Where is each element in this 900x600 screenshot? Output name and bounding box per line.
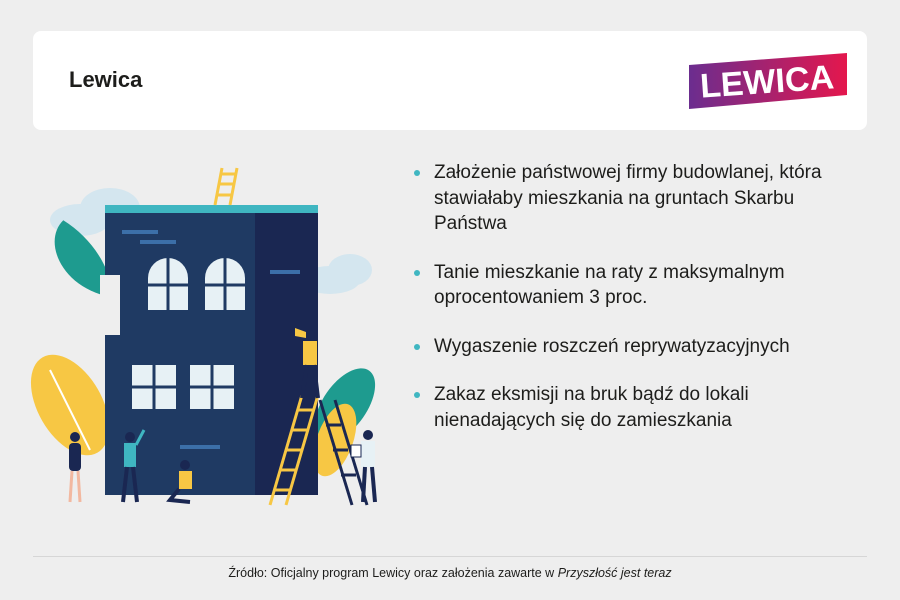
list-item-text: Założenie państwowej firmy budowlanej, która stawiałaby mieszkania na gruntach Skarbu Państwa: [434, 162, 822, 234]
list-item: [412, 382, 872, 433]
bullet-dot-icon: [414, 170, 420, 176]
source-label: Źródło:: [228, 566, 268, 580]
list-item: [412, 334, 872, 360]
bullet-dot-icon: [414, 392, 420, 398]
list-item: [412, 160, 872, 237]
list-item: [412, 260, 872, 311]
header-card: [33, 31, 867, 130]
source-note: [0, 566, 900, 580]
lewica-logo: [687, 51, 849, 109]
source-text: Oficjalny program Lewicy oraz założenia zawarte w: [270, 566, 555, 580]
building-illustration: [30, 160, 390, 520]
logo-text: LEWICA: [698, 58, 836, 106]
ladder-top: [215, 168, 237, 205]
list-item-text: Tanie mieszkanie na raty z maksymalnym oprocentowaniem 3 proc.: [434, 261, 785, 308]
bullet-list: [412, 160, 872, 456]
page-title: Lewica: [69, 67, 143, 92]
list-item-text: Wygaszenie roszczeń reprywatyzacyjnych: [434, 335, 790, 357]
bullet-dot-icon: [414, 344, 420, 350]
list-item-text: Zakaz eksmisji na bruk bądź do lokali nienadających się do zamieszkania: [434, 384, 749, 431]
source-title: Przyszłość jest teraz: [557, 566, 672, 580]
divider: [33, 556, 867, 557]
bullet-dot-icon: [414, 270, 420, 276]
